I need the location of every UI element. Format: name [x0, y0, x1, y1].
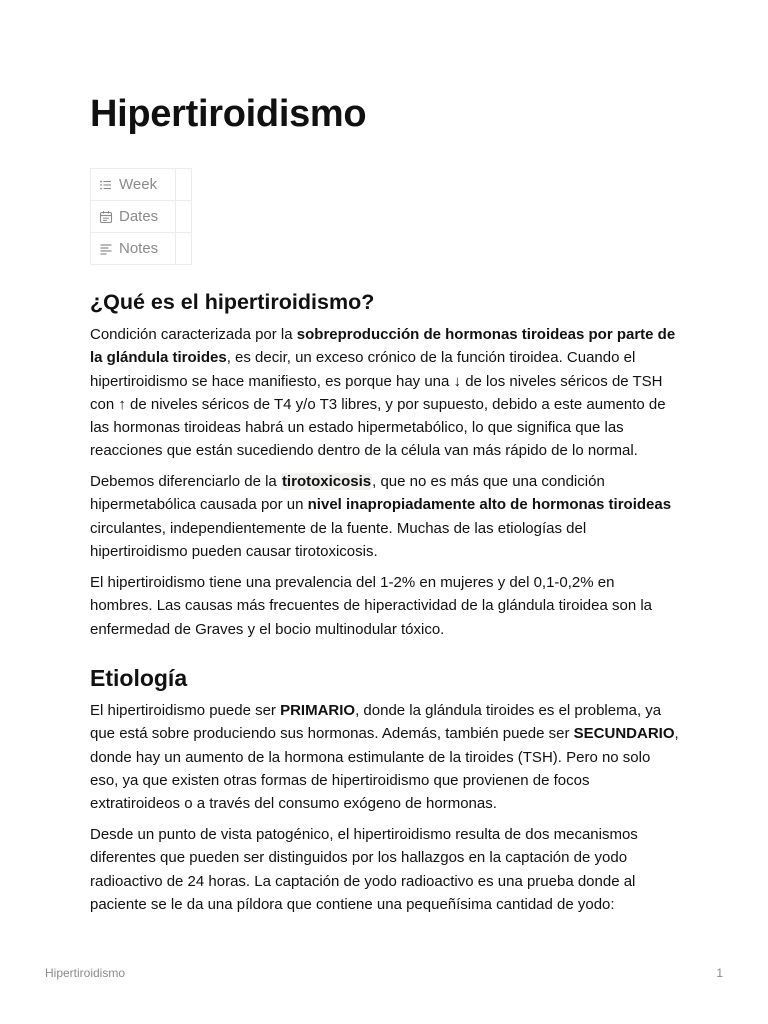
footer-document-title: Hipertiroidismo — [45, 966, 126, 980]
property-row-week[interactable] — [91, 169, 192, 201]
properties-table — [90, 168, 192, 265]
highlighted-term: tirotoxicosis — [281, 473, 372, 490]
footer-page-number: 1 — [716, 966, 723, 980]
property-row-notes[interactable] — [91, 233, 192, 265]
paragraph-pathogenesis: Desde un punto de vista patogénico, el hipertiroidismo resulta de dos mecanismos diferentes que pueden ser distinguidos por los hallazgos en la captación de yodo radioactivo de 24 horas. La captación de yodo radioactivo es una prueba donde al paciente se le da una píldora que contiene una pequeñísima cantidad de yodo: — [90, 826, 638, 913]
property-label: Week — [119, 176, 158, 193]
text-lines-icon — [99, 242, 113, 256]
property-label: Dates — [119, 208, 159, 225]
list-icon — [99, 178, 113, 192]
property-value-week[interactable] — [176, 169, 192, 201]
section-heading-que-es: ¿Qué es el hipertiroidismo? — [90, 290, 375, 314]
paragraph-primario-secundario: El hipertiroidismo puede ser PRIMARIO, donde la glándula tiroides es el problema, ya que está sobre produciendo sus hormonas. Además, también puede ser SECUNDARIO, donde hay un aumento de la hormona estimulante de la tiroides (TSH). Pero no solo eso, ya que existen otras formas de hipertiroidismo que provienen de focos extratiroideos o a través del consumo exógeno de hormonas. — [90, 702, 679, 813]
paragraph-tirotoxicosis: Debemos diferenciarlo de la tirotoxicosis, que no es más que una condición hipermetabólica causada por un nivel inapropiadamente alto de hormonas tiroideas circulantes, independientemente de la fuente. Muchas de las etiologías del hipertiroidismo pueden causar tirotoxicosis. — [90, 473, 672, 560]
calendar-icon — [99, 210, 113, 224]
section-heading-etiologia: Etiología — [90, 665, 188, 691]
property-row-dates[interactable] — [91, 201, 192, 233]
property-value-dates[interactable] — [176, 201, 192, 233]
property-value-notes[interactable] — [176, 233, 192, 265]
property-label: Notes — [119, 240, 159, 257]
paragraph-prevalence: El hipertiroidismo tiene una prevalencia del 1-2% en mujeres y del 0,1-0,2% en hombres. Las causas más frecuentes de hiperactividad de la glándula tiroidea son la enfermedad de Graves y el bocio multinodular tóxico. — [90, 574, 653, 638]
page-title: Hipertiroidismo — [90, 93, 367, 135]
paragraph-definition: Condición caracterizada por la sobreproducción de hormonas tiroideas por parte de la glándula tiroides, es decir, un exceso crónico de la función tiroidea. Cuando el hipertiroidismo se hace manifiesto, es porque hay una ↓ de los niveles séricos de TSH con ↑ de niveles séricos de T4 y/o T3 libres, y por supuesto, debido a este aumento de las hormonas tiroideas habrá un estado hipermetabólico, lo que significa que las reacciones que están sucediendo dentro de la célula van más rápido de lo normal. — [90, 326, 676, 460]
